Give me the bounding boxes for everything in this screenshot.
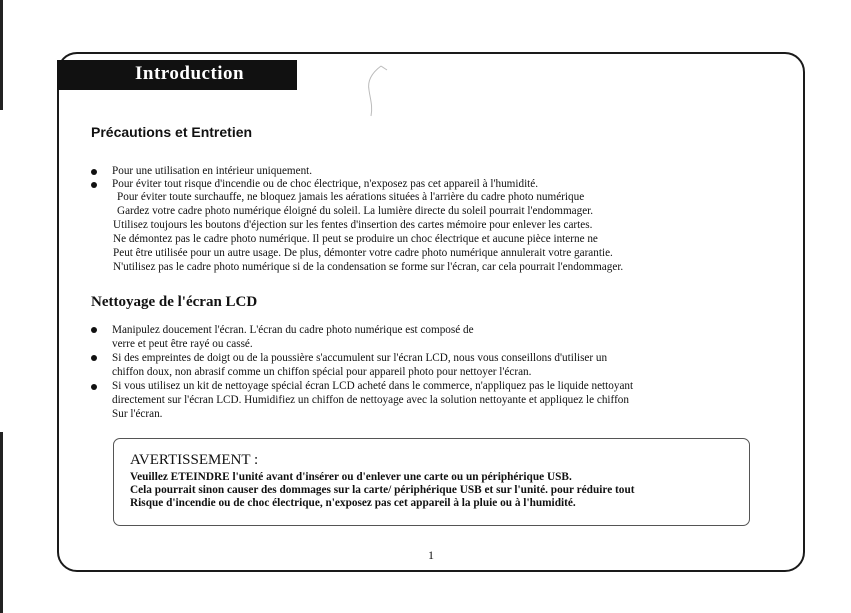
lcd-line: Si des empreintes de doigt ou de la poussière s'accumulent sur l'écran LCD, nous vous conseillons d'utiliser un bbox=[112, 352, 608, 364]
precaution-line: Pour éviter toute surchauffe, ne bloquez jamais les aérations situées à l'arrière du cadre photo numérique bbox=[117, 191, 585, 203]
lcd-line: directement sur l'écran LCD. Humidifiez un chiffon de nettoyage avec la solution nettoyante et appliquez le chiffon bbox=[112, 394, 629, 406]
pencil-mark bbox=[355, 62, 395, 122]
lcd-line: verre et peut être rayé ou cassé. bbox=[112, 338, 253, 350]
lcd-cleaning-heading: Nettoyage de l'écran LCD bbox=[91, 294, 258, 310]
warning-line: Veuillez ETEINDRE l'unité avant d'insérer ou d'enlever une carte ou un périphérique USB. bbox=[130, 471, 572, 483]
bullet-icon bbox=[91, 327, 97, 333]
warning-line: Cela pourrait sinon causer des dommages sur la carte/ périphérique USB et sur l'unité. pour réduire tout bbox=[130, 484, 635, 496]
lcd-line: Sur l'écran. bbox=[112, 408, 163, 420]
bullet-icon bbox=[91, 384, 97, 390]
warning-title: AVERTISSEMENT : bbox=[130, 452, 259, 468]
precaution-line: N'utilisez pas le cadre photo numérique si de la condensation se forme sur l'écran, car cela pourrait l'endommager. bbox=[113, 261, 624, 273]
precaution-line: Peut être utilisée pour un autre usage. De plus, démonter votre cadre photo numérique annulerait votre garantie. bbox=[113, 247, 613, 259]
bullet-icon bbox=[91, 355, 97, 361]
title-bar bbox=[57, 60, 297, 90]
precaution-line: Utilisez toujours les boutons d'éjection sur les fentes d'insertion des cartes mémoire pour enlever les cartes. bbox=[113, 219, 593, 231]
warning-line: Risque d'incendie ou de choc électrique, n'exposez pas cet appareil à la pluie ou à l'humidité. bbox=[130, 497, 576, 509]
bullet-icon bbox=[91, 182, 97, 188]
precautions-heading: Précautions et Entretien bbox=[91, 124, 253, 140]
lcd-line: Manipulez doucement l'écran. L'écran du cadre photo numérique est composé de bbox=[112, 324, 474, 336]
bullet-icon bbox=[91, 169, 97, 175]
precaution-line: Pour une utilisation en intérieur uniquement. bbox=[112, 165, 313, 177]
precaution-line: Gardez votre cadre photo numérique éloigné du soleil. La lumière directe du soleil pourrait l'endommager. bbox=[117, 205, 594, 217]
lcd-line: Si vous utilisez un kit de nettoyage spécial écran LCD acheté dans le commerce, n'appliquez pas le liquide nettoyant bbox=[112, 380, 634, 392]
binding-mark-top bbox=[0, 0, 3, 110]
binding-mark-bottom bbox=[0, 432, 3, 613]
precaution-line: Pour éviter tout risque d'incendie ou de choc électrique, n'exposez pas cet appareil à l'humidité. bbox=[112, 178, 539, 190]
page-title: Introduction bbox=[135, 63, 245, 84]
precaution-line: Ne démontez pas le cadre photo numérique. Il peut se produire un choc électrique et aucune pièce interne ne bbox=[113, 233, 598, 245]
page-number: 1 bbox=[428, 548, 434, 562]
lcd-line: chiffon doux, non abrasif comme un chiffon spécial pour appareil photo pour nettoyer l'écran. bbox=[112, 366, 532, 378]
